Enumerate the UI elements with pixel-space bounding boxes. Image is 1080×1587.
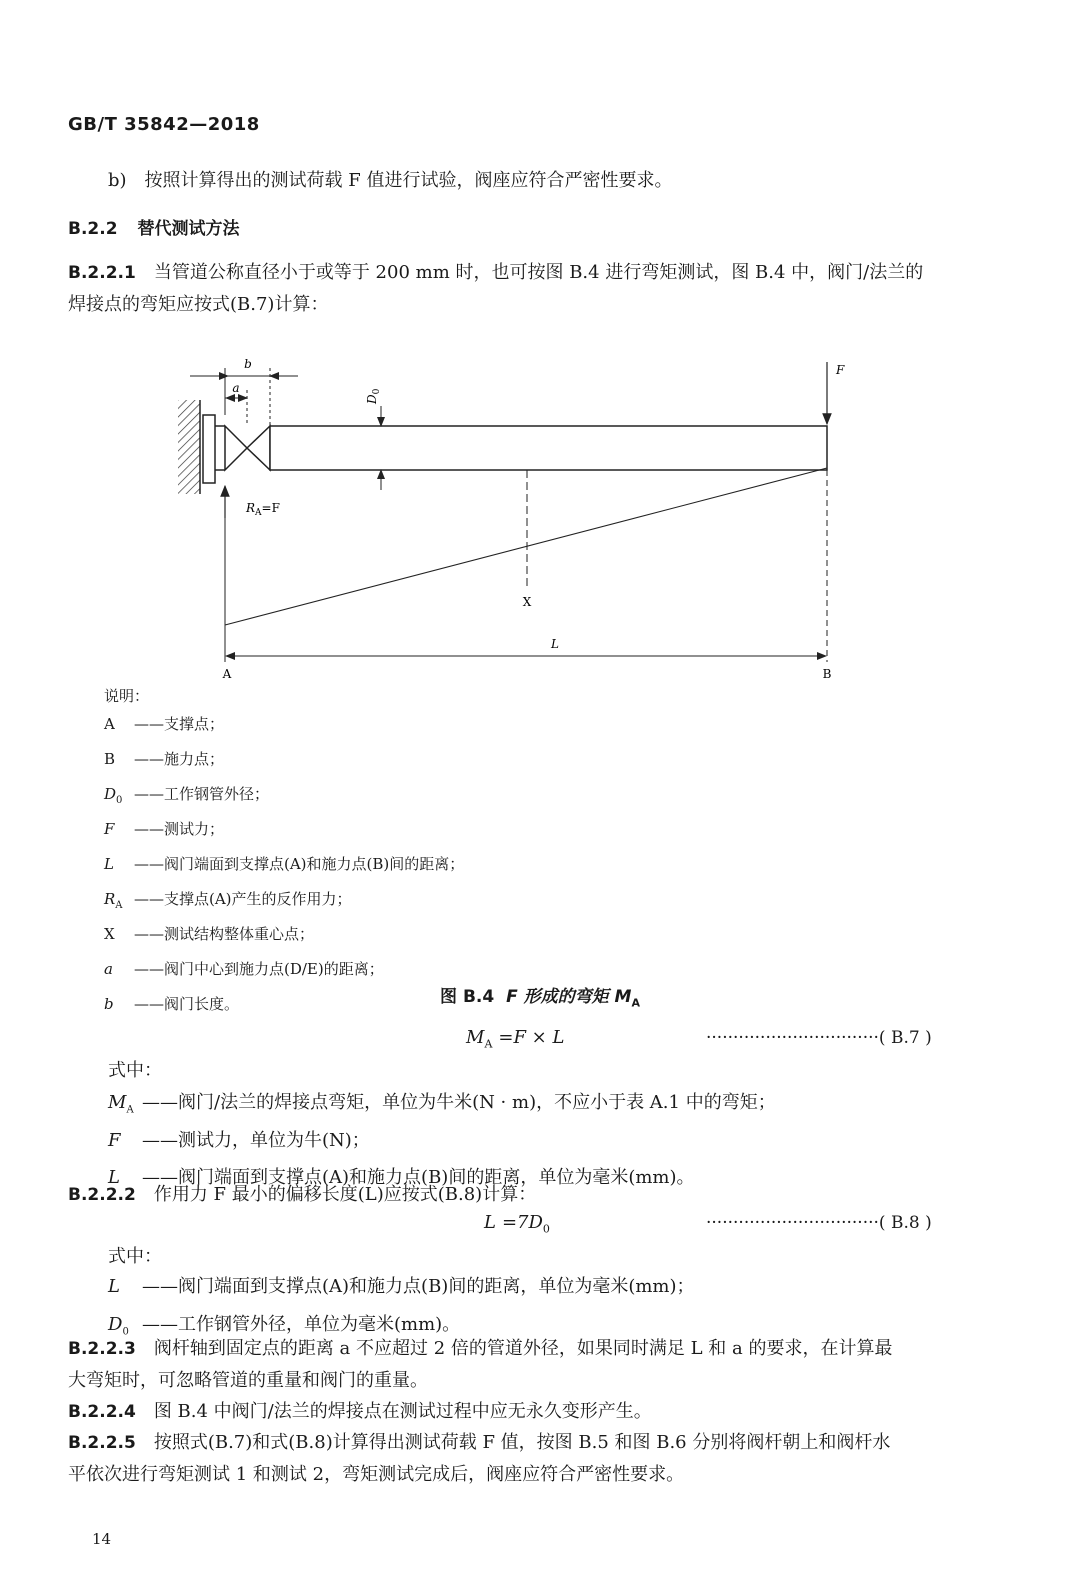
clause-b2223: B.2.2.3 阀杆轴到固定点的距离 a 不应超过 2 倍的管道外径，如果同时满足 L 和 a 的要求，在计算最 xyxy=(68,1338,893,1359)
label-point-b: B xyxy=(822,667,832,681)
clause-b2225: B.2.2.5 按照式(B.7)和式(B.8)计算得出测试荷载 F 值，按图 B.5 和图 B.6 分别将阀杆朝上和阀杆水 xyxy=(68,1432,891,1453)
definition-row xyxy=(104,710,464,745)
definition-symbol: L xyxy=(108,1167,120,1189)
clause-b2225-line2: 平依次进行弯矩测试 1 和测试 2，弯矩测试完成后，阀座应符合严密性要求。 xyxy=(68,1464,685,1485)
equation-b8-number: ································( B.8 ) xyxy=(706,1213,932,1233)
label-d0: $D_0$ xyxy=(365,388,382,404)
paragraph-b: b) 按照计算得出的测试荷载 F 值进行试验，阀座应符合严密性要求。 xyxy=(108,170,673,191)
definition-row xyxy=(104,815,464,850)
definition-text: ——阀门端面到支撑点(A)和施力点(B)间的距离，单位为毫米(mm)； xyxy=(142,1276,695,1297)
definition-text: ——阀门中心到施力点(D/E)的距离； xyxy=(134,960,384,978)
label-point-a: A xyxy=(222,667,232,681)
figure-caption xyxy=(0,982,1080,1009)
caption-prefix: 图 B.4 xyxy=(440,987,495,1007)
section-number: B.2.2 xyxy=(68,219,118,239)
label-ra: $R_A=F$ xyxy=(246,501,280,518)
definition-row xyxy=(104,745,464,780)
clause-text-line1: 当管道公称直径小于或等于 200 mm 时，也可按图 B.4 进行弯矩测试，图 B.4 中，阀门/法兰的 xyxy=(153,262,924,283)
definition-symbol: a xyxy=(104,960,113,978)
definition-text: ——测试力； xyxy=(134,820,225,838)
legend-title: 说明： xyxy=(104,687,150,705)
definition-symbol: $R_A$ xyxy=(104,890,123,911)
definition-symbol: L xyxy=(108,1276,120,1297)
definition-row xyxy=(104,850,464,885)
label-f: F xyxy=(836,363,845,377)
definition-text: ——测试力，单位为牛(N)； xyxy=(142,1129,370,1151)
flange xyxy=(203,415,215,483)
definition-text: ——阀门/法兰的焊接点弯矩，单位为牛米(N · m)，不应小于表 A.1 中的弯矩； xyxy=(142,1092,776,1113)
definition-text: ——支撑点(A)产生的反作用力； xyxy=(134,890,352,908)
definition-symbol: X xyxy=(104,925,115,943)
definition-symbol: b xyxy=(104,995,114,1013)
definition-text: ——工作钢管外径，单位为毫米(mm)。 xyxy=(142,1313,461,1335)
where-title-1: 式中： xyxy=(108,1060,162,1081)
wall-hatch xyxy=(178,400,200,494)
pipe xyxy=(270,426,827,470)
definition-symbol: F xyxy=(108,1129,121,1151)
caption-sub: A xyxy=(631,996,640,1010)
definition-text: ——阀门端面到支撑点(A)和施力点(B)间的距离，单位为毫米(mm)。 xyxy=(142,1167,695,1189)
label-l: L xyxy=(551,637,559,651)
definition-row xyxy=(108,1088,776,1126)
page-number: 14 xyxy=(92,1530,112,1548)
label-b: b xyxy=(244,357,252,371)
definition-symbol: $D_0$ xyxy=(104,785,123,806)
definition-symbol: F xyxy=(104,820,115,838)
definition-row xyxy=(104,885,464,920)
standard-code: GB/T 35842—2018 xyxy=(68,114,260,135)
equation-b7-number: ································( B.7 ) xyxy=(706,1028,932,1048)
clause-b2221 xyxy=(68,258,923,288)
label-a: a xyxy=(232,381,240,395)
clause-b2224: B.2.2.4 图 B.4 中阀门/法兰的焊接点在测试过程中应无永久变形产生。 xyxy=(68,1401,652,1422)
definition-text: ——工作钢管外径； xyxy=(134,785,270,803)
legend xyxy=(104,682,464,1025)
definition-symbol: A xyxy=(104,715,115,733)
equation-b8: $L =7D_0$ xyxy=(484,1212,550,1236)
definition-text: ——阀门长度。 xyxy=(134,995,240,1013)
caption-text: F 形成的弯矩 M xyxy=(506,987,632,1007)
definition-symbol: B xyxy=(104,750,116,768)
equation-b7: $M_A =F \times L$ xyxy=(466,1027,565,1051)
definition-text: ——施力点； xyxy=(134,750,225,768)
definition-symbol: L xyxy=(104,855,114,873)
clause-b2221-line2: 焊接点的弯矩应按式(B.7)计算： xyxy=(68,294,329,315)
clause-b2222: B.2.2.2 作用力 F 最小的偏移长度(L)应按式(B.8)计算： xyxy=(68,1184,537,1205)
where-title-2: 式中： xyxy=(108,1246,162,1267)
clause-b2223-line2: 大弯矩时，可忽略管道的重量和阀门的重量。 xyxy=(68,1370,428,1391)
definition-row xyxy=(108,1272,695,1310)
definition-text: ——阀门端面到支撑点(A)和施力点(B)间的距离； xyxy=(134,855,465,873)
figure-b4 xyxy=(0,340,1080,690)
definition-row xyxy=(104,780,464,815)
valve-symbol xyxy=(225,426,270,470)
definition-row xyxy=(108,1126,776,1164)
legend-items xyxy=(104,710,464,1025)
clause-number: B.2.2.1 xyxy=(68,263,136,283)
definition-text: ——测试结构整体重心点； xyxy=(134,925,315,943)
section-heading-b222 xyxy=(68,214,240,239)
definition-row xyxy=(104,920,464,955)
label-x: X xyxy=(522,595,532,609)
definition-symbol: $M_A$ xyxy=(108,1092,134,1116)
section-title: 替代测试方法 xyxy=(137,219,240,239)
definition-symbol: $D_0$ xyxy=(108,1313,129,1338)
definition-text: ——支撑点； xyxy=(134,715,225,733)
